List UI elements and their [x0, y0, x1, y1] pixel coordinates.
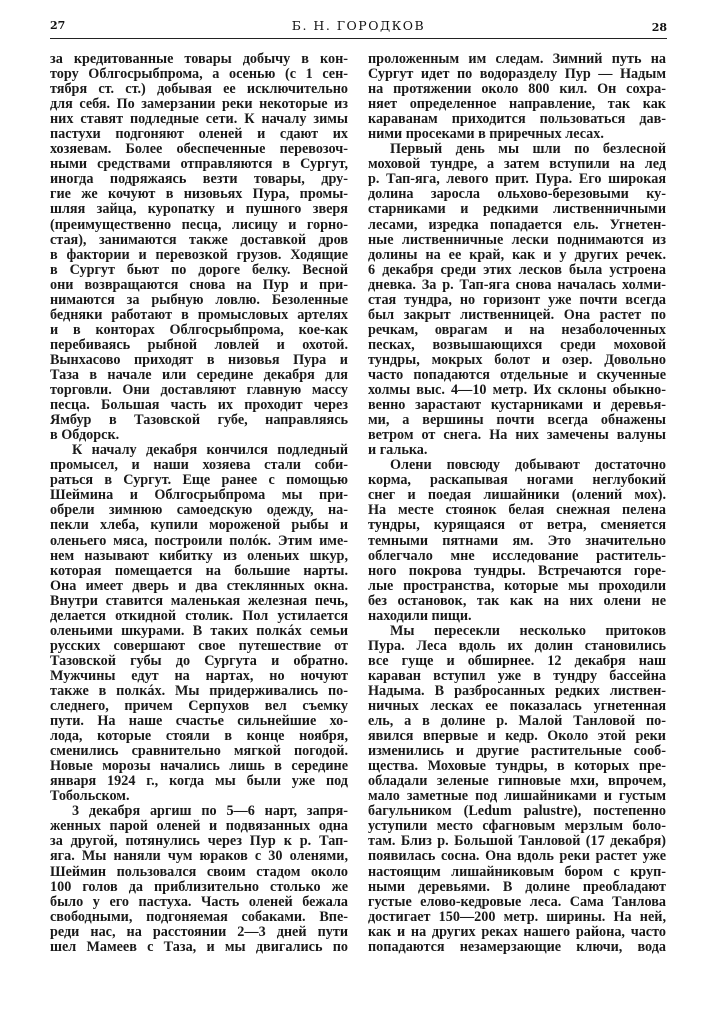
text-line: иногда подряжаясь везти товары, дру- [50, 171, 348, 188]
text-line: хозяевам. Более обеспеченные перевозоч- [50, 141, 348, 158]
text-line: Ямбур в Тазовской губе, направляясь [50, 412, 348, 429]
text-line: дневка. За р. Тап-яга снова началась холми- [368, 276, 666, 293]
text-line: ными деревьями. В долине преобладают [368, 878, 666, 895]
text-line: ными средствами отправляются в Сургут, [50, 156, 348, 173]
text-line: Тобольском. [50, 788, 130, 805]
text-line: 100 голов да приблизительно столько же [50, 878, 348, 895]
text-line: реди нас, на расстоянии 2—3 дней пути [50, 923, 348, 940]
text-line: уступили место сфагновым мерзлым боло- [368, 818, 666, 835]
text-line: ель, а в долине р. Малой Танловой по- [368, 713, 666, 730]
text-line: лые пространства, которые мы проходили [368, 577, 666, 594]
text-line: следнего, причем Серпухов вел съемку [50, 698, 348, 715]
page-number-left: 27 [50, 19, 66, 32]
text-line: которая помещается на большие нарты. [50, 562, 348, 579]
text-line: Мужчины едут на нартах, но ночуют [50, 667, 348, 684]
text-line: речкам, оврагам и на незаболоченных [368, 321, 666, 338]
text-line: было у его пастуха. Часть оленей бежала [50, 893, 348, 910]
text-line: раться в Сургут. Еще ранее с помощью [50, 472, 348, 489]
text-line: Внутри ставится маленькая железная печь, [50, 592, 348, 609]
text-line: тору Облгосрыбпрома, а осенью (с 1 сен- [50, 66, 348, 83]
text-line: делается откидной столик. Пол устилается [50, 607, 348, 624]
text-line: шляя зайца, куропатку и пушного зверя [50, 201, 348, 218]
text-line: за другой, потянулись через Пур к р. Тап- [50, 833, 348, 850]
text-line: лесами, изредка попадается ель. Угнетен- [368, 216, 666, 233]
text-line: достигает 150—200 метр. ширины. На ней, [368, 908, 666, 925]
text-line: Надыма. В разбросанных редких листвен- [368, 682, 666, 699]
text-line: сменились сравнительно мягкой погодой. [50, 743, 348, 760]
text-line: часто попадаются отдельные и скученные [368, 366, 666, 383]
text-line: обрели зимнюю самоедскую одежду, на- [50, 502, 348, 519]
text-line: нимаются за рыбную ловлю. Безоленные [50, 291, 348, 308]
text-line: пекли хлеба, купили мороженой рыбы и [50, 517, 348, 534]
text-line: обладали зеленые гипновые мхи, впрочем, [368, 773, 666, 790]
text-line: пастухи подгоняют оленей и сдают их [50, 126, 348, 143]
text-line: Тазовской губы до Сургута и обратно. [50, 652, 348, 669]
text-line: свободными, подгоняемая собаками. Впе- [50, 908, 348, 925]
text-line: Олени повсюду добывают достаточно [390, 457, 666, 474]
text-line: Пура. Леса вдоль их долин становились [368, 637, 666, 654]
text-line: проложенным им следам. Зимний путь на [368, 51, 666, 67]
text-line: для себя. По замерзании реки некоторые из [50, 96, 348, 113]
text-line: ного покрова тундры. Встречаются горе- [368, 562, 666, 579]
text-line: ними просеками в приречных лесах. [368, 126, 604, 143]
text-line: тундры, курящаяся от ветра, сменяется [368, 517, 666, 534]
text-line: тября ст. ст.) добывая ее исключительно [50, 81, 348, 98]
text-line: без остановок, так как на них олени не [368, 592, 666, 609]
text-line: пути. На наше счастье сильнейшие хо- [50, 713, 348, 730]
text-line: Первый день мы шли по безлесной [390, 141, 666, 158]
text-line: Таза в начале или середине декабря для [50, 366, 348, 383]
header-rule [50, 38, 667, 39]
text-line: 6 декабря среди этих лесков была устроена [368, 261, 666, 278]
text-line: На месте стоянок белая снежная пелена [368, 502, 666, 519]
text-line: появилась сосна. Она вдоль реки растет уже [368, 848, 666, 865]
text-line: русских совершают свое путешествие от [50, 637, 348, 654]
text-line: попадаются незамерзающие ключи, вода [368, 938, 666, 955]
text-line: лода, которые стояли в конце ноября, [50, 728, 348, 745]
text-line: гие же кочуют в низовьях Пура, промы- [50, 186, 348, 203]
text-line: ные лиственничные лески поднимаются из [368, 231, 666, 248]
text-line: тундры, мокрых болот и озер. Довольно [368, 351, 666, 368]
text-line: щества. Моховые тундры, в которых пре- [368, 758, 666, 775]
text-line: песца. Большая часть их проходит через [50, 397, 348, 414]
right-text-column [368, 52, 666, 955]
running-head [50, 17, 667, 35]
text-line: 3 декабря аргиш по 5—6 нарт, запря- [72, 803, 348, 820]
text-line: Шеймина и Облгосрыбпрома мы при- [50, 487, 348, 504]
text-line: караван вступил уже в тундру бассейна [368, 667, 666, 684]
text-line: на протяжении около 800 кил. Он сохра- [368, 81, 666, 98]
text-line: бедняки работают в промысловых артелях [50, 306, 348, 323]
text-line: Вынхасово приходят в низовья Пура и [50, 351, 348, 368]
text-line: корма, раскапывая ногами неглубокий [368, 472, 666, 489]
text-line: Новые морозы начались лишь в середине [50, 758, 348, 775]
text-line: облегчало мне исследование раститель- [368, 547, 666, 564]
left-text-column [50, 52, 348, 955]
text-line: в Обдорск. [50, 427, 120, 444]
text-line: изменились и другие растительные сооб- [368, 743, 666, 760]
text-line: находили пищи. [368, 607, 472, 624]
text-line: настоящим лишайниковым бором с круп- [368, 863, 666, 880]
text-line: венно зарастают кустарниками и деревья- [368, 397, 666, 414]
text-line: темными пятнами ям. Это значительно [368, 532, 666, 549]
text-line: они возвращаются снова на Пур и при- [50, 276, 348, 293]
text-line: женных парой оленей и подвязанных одна [50, 818, 348, 835]
text-line: стая), занимаются также доставкой дров [50, 231, 348, 248]
text-line: и галька. [368, 442, 428, 459]
text-line: нем называют кибитку из оленьих шкур, [50, 547, 348, 564]
text-line: ветром от снега. На них замечены валуны [368, 427, 666, 444]
page-number-right: 28 [651, 21, 667, 34]
text-line: шел Мамеев с Таза, и мы двигались по [50, 938, 348, 955]
text-line: холмы выс. 4—10 метр. Их склоны обыкно- [368, 382, 666, 399]
text-line: снег и поедая лишайники (олений мох). [368, 487, 666, 504]
text-line: густые елово-кедровые леса. Сама Танлова [368, 893, 666, 910]
text-line: перебиваясь рыбной ловлей и охотой. [50, 336, 348, 353]
running-title: Б. Н. ГОРОДКОВ [291, 18, 426, 33]
text-line: января 1924 г., когда мы были уже под [50, 773, 348, 790]
text-line: Она имеет дверь и два стеклянных окна. [50, 577, 348, 594]
text-line: оленьего мяса, построили полóк. Этим име- [50, 532, 348, 549]
text-line: (преимущественно песца, лисицу и горно- [50, 216, 348, 233]
text-line: торговли. Они доставляют главную массу [50, 382, 348, 399]
text-line: старниками и редкими лиственничными [368, 201, 666, 218]
text-line: мало заметные под лишайниками и густым [368, 788, 666, 805]
text-line: явился впервые и кедр. Около этой реки [368, 728, 666, 745]
text-line: ничных лесках ее показалась угнетенная [368, 698, 666, 715]
text-line: долина заросла ольхово-березовыми ку- [368, 186, 666, 203]
text-line: моховой тундре, а затем вступили на лед [368, 156, 666, 173]
text-line: караванам приходится пользоваться дав- [368, 111, 666, 128]
text-line: р. Тап-яга, левого прит. Пура. Его широкая [368, 171, 666, 188]
text-line: стая тундра, но горизонт уже почти всегда [368, 291, 666, 308]
text-line: также в полкáх. Мы придерживались по- [50, 682, 348, 699]
text-line: них ставят подледные сети. К началу зимы [50, 111, 348, 128]
text-line: был закрыт лиственницей. Она растет по [368, 306, 666, 323]
text-line: за кредитованные товары добычу в кон- [50, 51, 348, 67]
text-line: промысел, и наши хозяева стали соби- [50, 457, 348, 474]
text-line: К началу декабря кончился подледный [72, 442, 348, 459]
text-line: в Сургут бьют по дороге белку. Весной [50, 261, 348, 278]
text-line: няет определенное направление, так как [368, 96, 666, 113]
text-line: яга. Мы наняли чум юраков с 30 оленями, [50, 848, 348, 865]
text-line: Мы пересекли несколько притоков [390, 622, 666, 639]
text-line: оленьими шкурами. В таких полкáх семьи [50, 622, 348, 639]
text-line: долины на ее край, как и у других речек. [368, 246, 666, 263]
text-line: Сургут идет по водоразделу Пур — Надым [368, 66, 666, 83]
text-line: ми, а вершины почти всегда обнажены [368, 412, 666, 429]
text-line: песках, возвышающихся среди моховой [368, 336, 666, 353]
text-line: багульником (Ledum palustre), постепенно [368, 803, 666, 820]
text-line: там. Близ р. Большой Танловой (17 декабря) [368, 833, 666, 850]
text-line: и в конторах Облгосрыбпрома, кое-как [50, 321, 348, 338]
text-line: в фактории и перевозкой грузов. Ходящие [50, 246, 348, 263]
text-line: как и на других реках нашего района, часто [368, 923, 666, 940]
text-line: все гуще и обширнее. 12 декабря наш [368, 652, 666, 669]
text-line: Шеймин пользовался своим стадом около [50, 863, 348, 880]
